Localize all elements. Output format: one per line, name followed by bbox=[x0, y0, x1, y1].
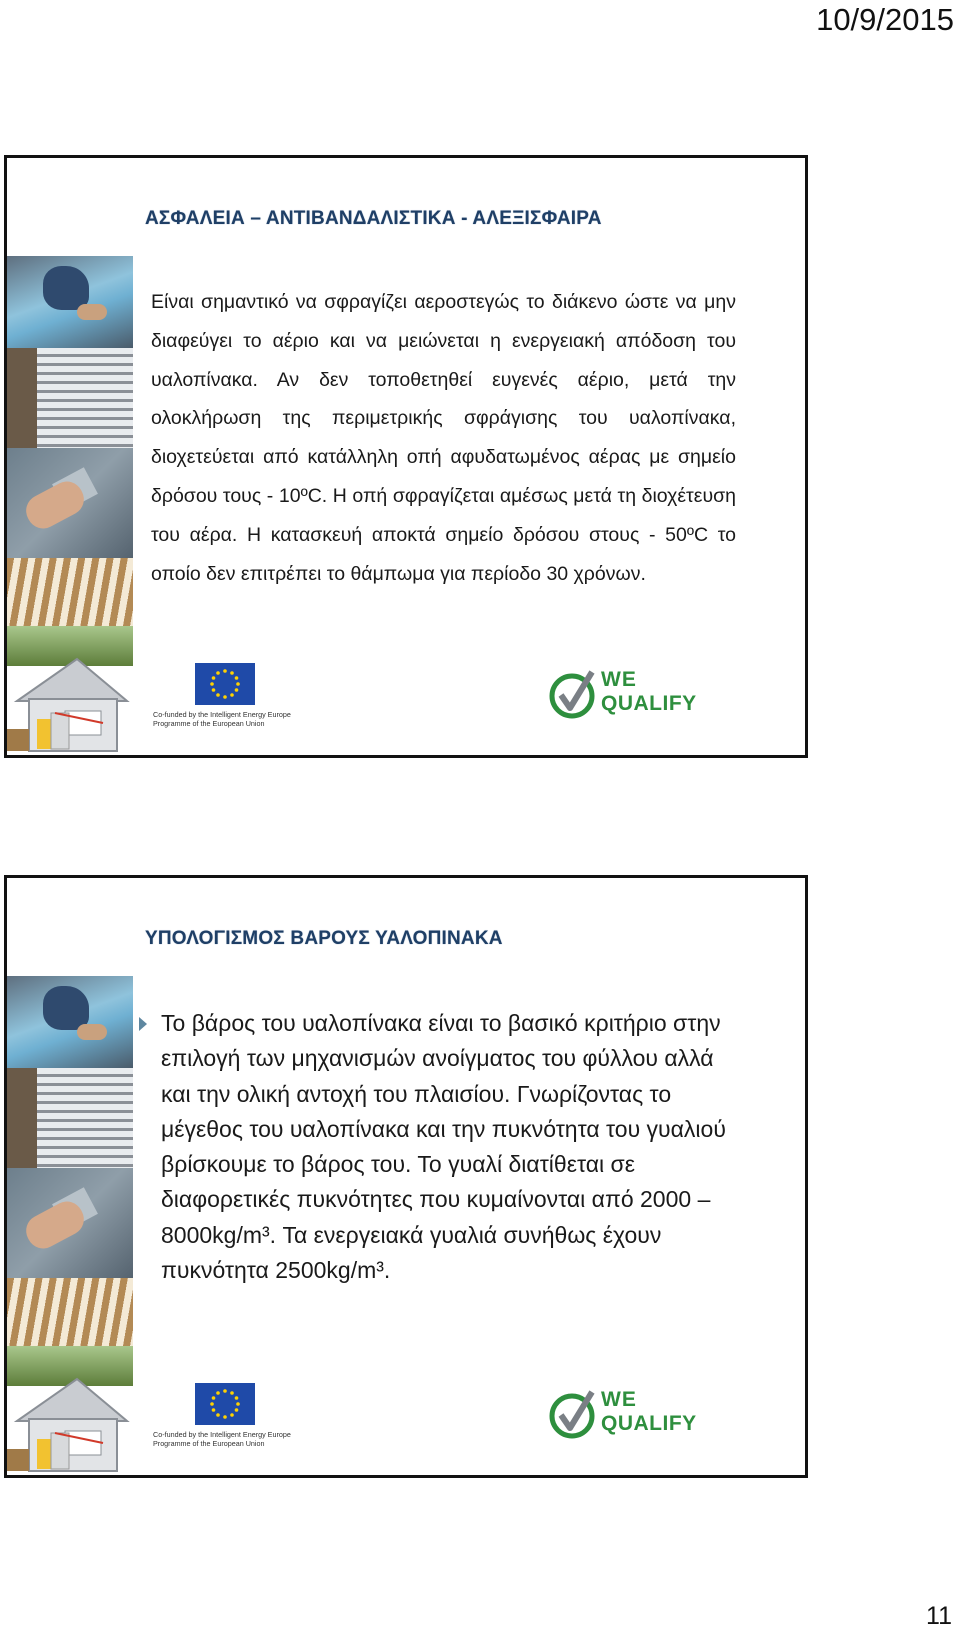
slide-title: ΑΣΦΑΛΕΙΑ – ΑΝΤΙΒΑΝΔΑΛΙΣΤΙΚΑ - ΑΛΕΞΙΣΦΑΙΡΑ bbox=[145, 208, 602, 229]
page-date: 10/9/2015 bbox=[816, 2, 954, 37]
slide-title: ΥΠΟΛΟΓΙΣΜΟΣ ΒΑΡΟΥΣ ΥΑΛΟΠΙΝΑΚΑ bbox=[145, 928, 503, 949]
logo-line-2: QUALIFY bbox=[601, 692, 697, 715]
check-circle-icon bbox=[548, 1388, 598, 1440]
logo-line-1: WE bbox=[601, 668, 637, 691]
slide-1 bbox=[4, 155, 808, 758]
pergola-photo bbox=[7, 1278, 133, 1386]
logo-line-2: QUALIFY bbox=[601, 1412, 697, 1435]
eu-caption: Co-funded by the Intelligent Energy Europe Programme of the European Union bbox=[153, 1430, 291, 1448]
check-circle-icon bbox=[548, 668, 598, 720]
we-qualify-logo bbox=[548, 668, 718, 722]
bullet-text: Το βάρος του υαλοπίνακα είναι το βασικό κριτήριο στην επιλογή των μηχανισμών ανοίγματος του φύλλου αλλά και την ολική αντοχή του πλαισίου. Γνωρίζοντας το μέγεθος του υαλοπίνακα και την πυκνότητα του γυαλιού βρίσκουμε το βάρος του. Το γυαλί διατίθεται σε διαφορετικές πυκνότητες που κυμαίνονται από 2000 – 8000kg/m³. Τα ενεργειακά γυαλιά συνήθως έχουν πυκνότητα 2500kg/m³. bbox=[161, 1010, 726, 1284]
worker-photo bbox=[7, 976, 133, 1068]
slide-body-text: Είναι σημαντικό να σφραγίζει αεροστεγώς το διάκενο ώστε να μην διαφεύγει το αέριο και να μειώνεται η ενεργειακή απόδοση του υαλοπίνακα. Αν δεν τοποθετηθεί ευγενές αέριο, μετά την ολοκλήρωση της περιμετρικής σφράγισης του υαλοπίνακα, διοχετεύεται από κατάλληλη οπή αφυδατωμένος αέρας με σημείο δρόσου τους - 10ºC. Η οπή σφραγίζεται αμέσως μετά τη διοχέτευση του αέρα. Η κατασκευή αποκτά σημείο δρόσου στους - 50ºC το οποίο δεν επιτρέπει το θάμπωμα για περίοδο 30 χρόνων. bbox=[151, 291, 736, 585]
logo-line-1: WE bbox=[601, 1388, 637, 1411]
pergola-photo bbox=[7, 558, 133, 666]
page-number: 11 bbox=[926, 1602, 952, 1630]
slide-2 bbox=[4, 875, 808, 1478]
eu-flag-icon bbox=[195, 1383, 255, 1425]
eu-caption: Co-funded by the Intelligent Energy Europe Programme of the European Union bbox=[153, 710, 291, 728]
we-qualify-logo bbox=[548, 1388, 718, 1442]
plastering-photo bbox=[7, 1168, 133, 1278]
photo-strip bbox=[7, 976, 133, 1386]
shutters-photo bbox=[7, 1068, 133, 1168]
worker-photo bbox=[7, 256, 133, 348]
eu-flag-icon bbox=[195, 663, 255, 705]
house-icon bbox=[7, 1373, 131, 1473]
bullet-arrow-icon bbox=[139, 1017, 147, 1031]
photo-strip bbox=[7, 256, 133, 666]
plastering-photo bbox=[7, 448, 133, 558]
house-icon bbox=[7, 653, 131, 753]
shutters-photo bbox=[7, 348, 133, 448]
